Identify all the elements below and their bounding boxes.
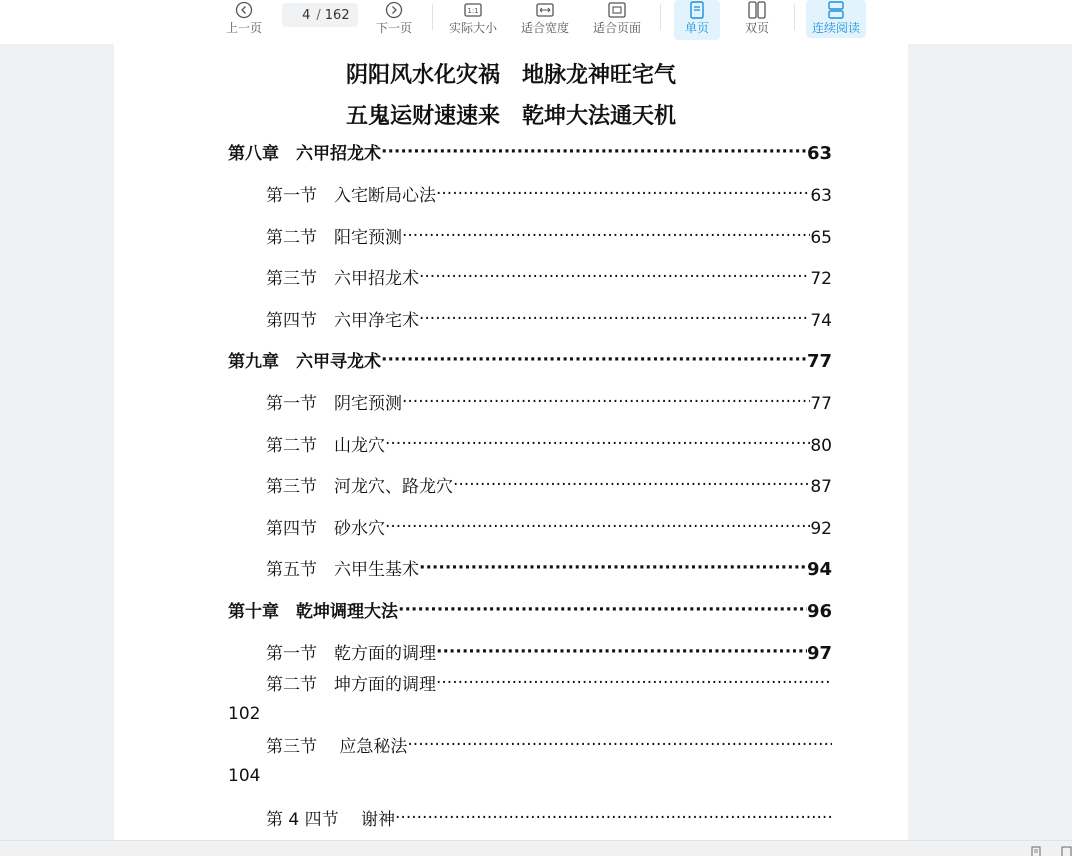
toc-section [266,267,832,289]
toc-entry-title: 第九章 六甲寻龙术 [228,352,381,372]
toc-entry-title: 第八章 六甲招龙术 [228,144,381,164]
toc-entry-title: 第三节 河龙穴、路龙穴 [266,477,453,497]
toc-leader-dots [436,673,832,695]
continuous-reading-icon [828,0,844,20]
toc-leader-dots [395,808,832,830]
toc-section [266,309,832,331]
toc-entry-title: 第一节 乾方面的调理 [266,644,436,664]
toc-entry-title: 第三节 应急秘法 [266,737,408,757]
toc-page-number: 97 [806,643,832,664]
continuous-reading-button[interactable] [806,0,866,38]
toc-chapter [228,142,832,164]
toc-page-number: 96 [806,601,832,622]
toc-leader-dots [381,142,807,164]
toc-section [266,392,832,414]
page-separator: / [316,7,321,23]
toc-entry-title: 第一节 入宅断局心法 [266,186,436,206]
toc-section [266,673,832,695]
double-page-label: 双页 [744,21,769,35]
single-page-icon [690,0,704,20]
chevron-right-circle-icon [385,0,403,20]
continuous-reading-label: 连续阅读 [811,21,860,35]
toc-entry-title: 第二节 坤方面的调理 [266,675,436,695]
toc-entry-title: 第三节 六甲招龙术 [266,269,419,289]
toolbar-divider [660,4,661,30]
page-total: 162 [324,7,350,23]
toc-leader-dots [453,475,810,497]
single-page-label: 单页 [684,21,709,35]
toc-chapter [228,350,832,372]
toc-entry-title: 第十章 乾坤调理大法 [228,602,398,622]
toc-entry-title: 第 4 四节 谢神 [266,810,396,830]
toolbar-divider [794,4,795,30]
toc-section [266,808,832,830]
status-bar [0,840,1072,856]
toc-leader-dots [436,642,807,664]
toolbar [0,0,1072,44]
toc-leader-dots [436,184,810,206]
document-icon[interactable] [1030,843,1042,855]
toc-leader-dots [402,226,810,248]
toc-page-number: 92 [810,519,832,539]
toc-page-number: 72 [810,269,832,289]
toc-section [266,434,832,456]
fit-width-icon [536,0,554,20]
fit-width-button[interactable] [518,0,572,40]
svg-text:1:1: 1:1 [467,7,479,15]
toc-leader-dots [385,517,810,539]
toc-section [266,184,832,206]
toc-entry-title: 第五节 六甲生基术 [266,560,419,580]
toc-leader-dots [419,309,810,331]
toc-page-number: 74 [810,311,832,331]
page-view-icon[interactable] [1060,843,1072,855]
toc-section [266,558,832,580]
fit-width-label: 适合宽度 [520,21,569,35]
toc-leader-dots [407,735,832,757]
next-page-button[interactable] [374,0,414,40]
toc-page-number: 77 [810,394,832,414]
toc-page-number: 63 [810,186,832,206]
toc-leader-dots [402,392,810,414]
page-indicator [282,3,358,27]
toc-page-number: 65 [810,228,832,248]
toc-section [266,475,832,497]
toc-page-number: 63 [806,143,832,164]
double-page-button[interactable] [734,0,780,40]
toc-leader-dots [381,350,807,372]
prev-page-label: 上一页 [225,21,262,35]
toc-leader-dots [419,558,807,580]
toc-entry-title: 第四节 砂水穴 [266,519,385,539]
toc-leader-dots [398,600,807,622]
toc-page-number: 104 [228,766,261,786]
toolbar-divider [432,4,433,30]
toc-section [266,517,832,539]
title-line-1: 阴阳风水化灾祸 地脉龙神旺宅气 [345,62,676,88]
toc-section [266,642,832,664]
toc-entry-title: 第四节 六甲净宅术 [266,311,419,331]
actual-size-label: 实际大小 [448,21,497,35]
chevron-left-circle-icon [235,0,253,20]
toc-page-number: 102 [228,704,261,724]
toc-leader-dots [385,434,810,456]
fit-page-button[interactable] [590,0,644,40]
fit-page-label: 适合页面 [592,21,641,35]
toc-leader-dots [419,267,810,289]
toc-section [266,735,832,757]
document-page [114,44,908,840]
double-page-icon [748,0,766,20]
toc-entry-title: 第一节 阴宅预测 [266,394,402,414]
toc-page-number: 80 [810,436,832,456]
page-number-input[interactable] [290,8,310,23]
toc-section [266,226,832,248]
toc-page-number: 77 [806,351,832,372]
toc-chapter [228,600,832,622]
single-page-button[interactable] [674,0,720,40]
prev-page-button[interactable] [224,0,264,40]
actual-size-button[interactable] [446,0,500,40]
fit-page-icon [608,0,626,20]
toc-entry-title: 第二节 阳宅预测 [266,228,402,248]
toc-page-number: 94 [806,559,832,580]
toc-page-number: 87 [810,477,832,497]
toc-entry-title: 第二节 山龙穴 [266,436,385,456]
title-line-2: 五鬼运财速速来 乾坤大法通天机 [345,103,676,129]
actual-size-icon [464,0,482,20]
next-page-label: 下一页 [375,21,412,35]
